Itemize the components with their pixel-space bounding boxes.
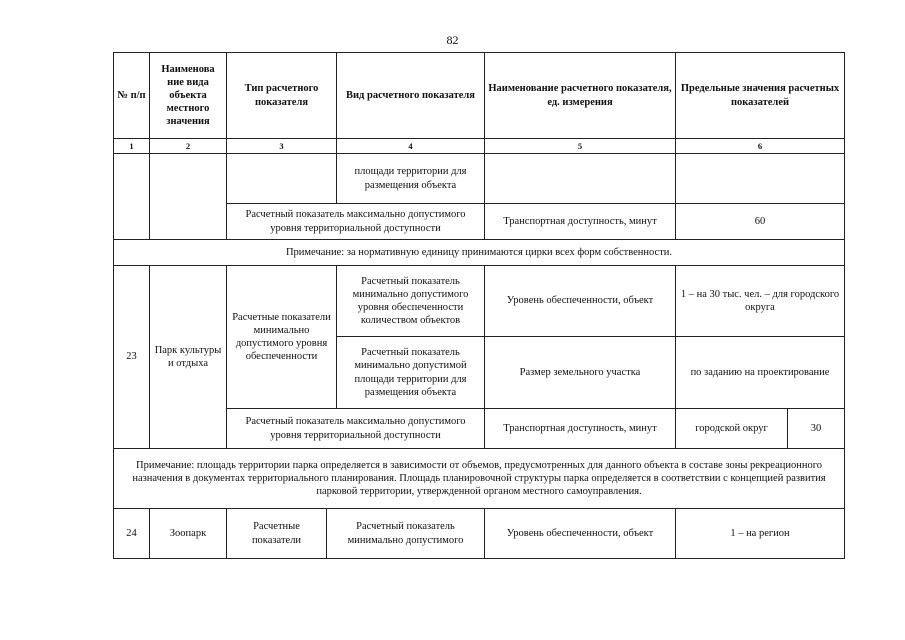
cell-name-park-1: Уровень обеспеченности, объект	[485, 266, 676, 337]
cell-name-zoo: Уровень обеспеченности, объект	[485, 509, 676, 559]
column-numbers-row	[114, 139, 845, 154]
note-circus: Примечание: за нормативную единицу принимаются цирки всех форм собственности.	[114, 240, 845, 266]
column-number: 3	[227, 139, 337, 154]
cell-type-zoo: Расчетные показатели	[227, 509, 327, 559]
note-row	[114, 449, 845, 509]
cell-num-empty	[114, 154, 150, 240]
cell-object-empty	[150, 154, 227, 240]
cell-object-zoo: Зоопарк	[150, 509, 227, 559]
cell-vid-park-1: Расчетный показатель минимально допустимого уровня обеспеченности количеством объектов	[337, 266, 485, 337]
cell-name-empty	[485, 154, 676, 204]
cell-value-label-park: городской округ	[676, 409, 788, 449]
cell-type-access: Расчетный показатель максимально допустимого уровня территориальной доступности	[227, 204, 485, 240]
cell-vid: площади территории для размещения объекта	[337, 154, 485, 204]
note-park: Примечание: площадь территории парка определяется в зависимости от объемов, предусмотренных для данного объекта в составе зоны рекреационного назначения в документах территориального планирования. Площадь планировочной структуры парка определяется в соответствии с концепцией развития парковой территории, утвержденной органом местного самоуправления.	[114, 449, 845, 509]
cell-value-park-1: 1 – на 30 тыс. чел. – для городского округа	[676, 266, 845, 337]
cell-value-access: 60	[676, 204, 845, 240]
cell-value-zoo: 1 – на регион	[676, 509, 845, 559]
cell-type-park-access: Расчетный показатель максимально допустимого уровня территориальной доступности	[227, 409, 485, 449]
cell-num-23: 23	[114, 266, 150, 449]
column-number: 1	[114, 139, 150, 154]
cell-value-park-2: по заданию на проектирование	[676, 337, 845, 409]
column-number: 4	[337, 139, 485, 154]
cell-num-24: 24	[114, 509, 150, 559]
table-row	[114, 509, 845, 559]
header-object: Наименова ние вида объекта местного значения	[150, 53, 227, 139]
cell-name-park-access: Транспортная доступность, минут	[485, 409, 676, 449]
cell-value-empty	[676, 154, 845, 204]
cell-vid-park-2: Расчетный показатель минимально допустимой площади территории для размещения объекта	[337, 337, 485, 409]
cell-object-park: Парк культуры и отдыха	[150, 266, 227, 449]
header-values: Предельные значения расчетных показателей	[676, 53, 845, 139]
header-name: Наименование расчетного показателя, ед. измерения	[485, 53, 676, 139]
page-number: 82	[446, 33, 459, 47]
table-row	[114, 266, 845, 337]
table-row	[114, 154, 845, 204]
column-number: 2	[150, 139, 227, 154]
note-row	[114, 240, 845, 266]
indicators-table	[113, 52, 845, 559]
header-type: Тип расчетного показателя	[227, 53, 337, 139]
cell-name-park-2: Размер земельного участка	[485, 337, 676, 409]
header-vid: Вид расчетного показателя	[337, 53, 485, 139]
column-number: 5	[485, 139, 676, 154]
cell-type-park: Расчетные показатели минимально допустимого уровня обеспеченности	[227, 266, 337, 409]
cell-name-access: Транспортная доступность, минут	[485, 204, 676, 240]
cell-type-empty	[227, 154, 337, 204]
column-number: 6	[676, 139, 845, 154]
header-row	[114, 53, 845, 139]
header-num: № п/п	[114, 53, 150, 139]
cell-vid-zoo: Расчетный показатель минимально допустимого	[327, 509, 485, 559]
cell-value-park-access: 30	[788, 409, 845, 449]
